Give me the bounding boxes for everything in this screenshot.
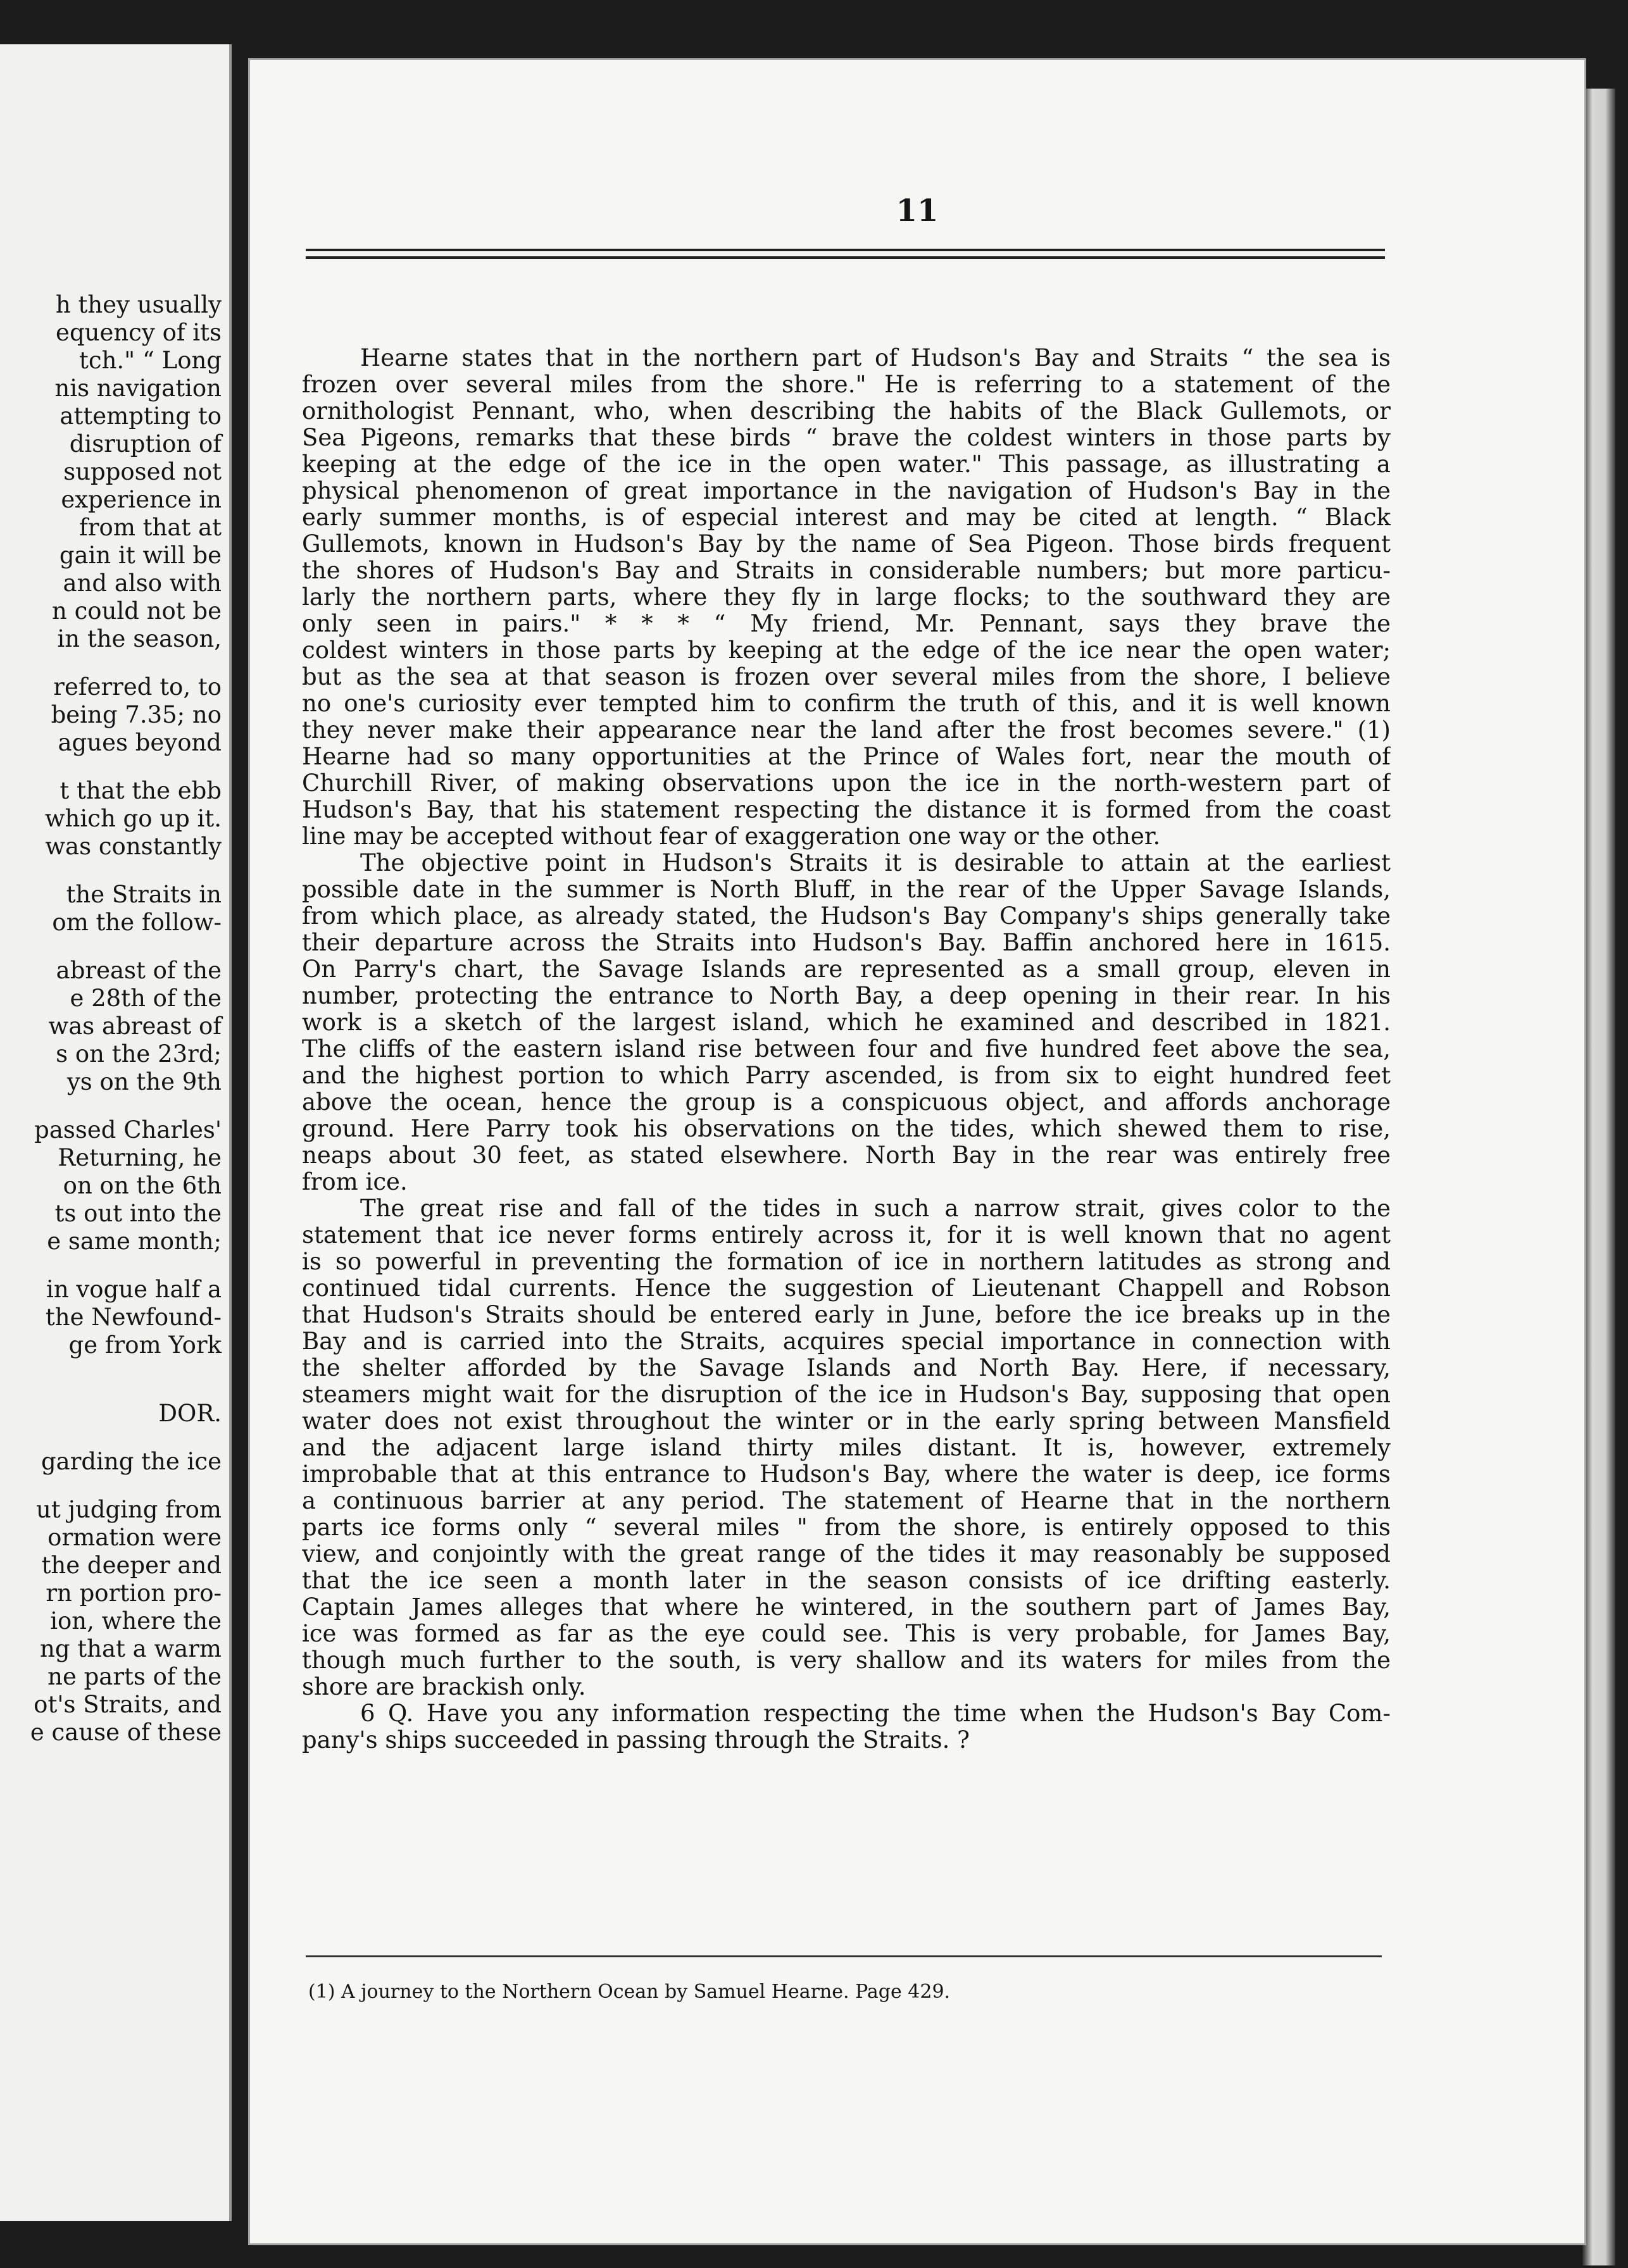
body-line: physical phenomenon of great importance in the navigation of Hudson's Bay in the (302, 478, 1391, 504)
left-page-line: disruption of (69, 430, 222, 458)
header-rule-bottom (306, 256, 1385, 259)
body-line: The objective point in Hudson's Straits it is desirable to attain at the earliest (360, 850, 1391, 876)
left-page-line: ng that a warm (40, 1635, 222, 1662)
body-line: above the ocean, hence the group is a conspicuous object, and affords anchorage (302, 1089, 1391, 1116)
left-page-line: from that at (79, 514, 222, 541)
left-page-line: garding the ice (41, 1448, 222, 1475)
left-page-line: ge from York (68, 1331, 222, 1359)
body-line: though much further to the south, is very shallow and its waters for miles from the (302, 1647, 1391, 1674)
left-page-text (0, 291, 232, 1747)
body-line: The cliffs of the eastern island rise between four and five hundred feet above the sea, (302, 1036, 1391, 1062)
left-page-line: ormation were (47, 1524, 222, 1551)
body-line: ground. Here Parry took his observations on the tides, which shewed them to rise, (302, 1116, 1391, 1142)
book-page-edge (1582, 89, 1615, 2265)
body-line: The great rise and fall of the tides in such a narrow strait, gives color to the (360, 1195, 1391, 1222)
body-line: Hudson's Bay, that his statement respecting the distance it is formed from the coast (302, 797, 1391, 823)
body-line: work is a sketch of the largest island, which he examined and described in 1821. (302, 1009, 1391, 1036)
body-line: number, protecting the entrance to North Bay, a deep opening in their rear. In his (302, 983, 1391, 1009)
left-page-gap (0, 1380, 232, 1400)
left-page-line: in the season, (57, 625, 222, 652)
body-line: On Parry's chart, the Savage Islands are represented as a small group, eleven in (302, 956, 1391, 983)
footnote: (1) A journey to the Northern Ocean by Samuel Hearne. Page 429. (308, 1981, 951, 2003)
body-line: ice was formed as far as the eye could see. This is very probable, for James Bay, (302, 1621, 1391, 1647)
left-page-line: ot's Straits, and (34, 1691, 222, 1718)
body-line: Hearne states that in the northern part of Hudson's Bay and Straits “ the sea is (360, 345, 1391, 371)
left-page-line: which go up it. (44, 805, 222, 832)
left-page-line: supposed not (63, 458, 222, 485)
left-page-line: passed Charles' (34, 1116, 222, 1143)
body-line: Sea Pigeons, remarks that these birds “ brave the coldest winters in those parts by (302, 425, 1391, 451)
left-page-line: in vogue half a (46, 1276, 222, 1303)
left-page-line: experience in (61, 486, 222, 513)
body-line: a continuous barrier at any period. The statement of Hearne that in the northern (302, 1488, 1391, 1514)
body-line: is so powerful in preventing the formation of ice in northern latitudes as strong and (302, 1249, 1391, 1275)
left-page-line: e same month; (47, 1228, 222, 1255)
body-line: but as the sea at that season is frozen over several miles from the shore, I believe (302, 664, 1391, 690)
body-line: Hearne had so many opportunities at the Prince of Wales fort, near the mouth of (302, 744, 1391, 770)
body-line: view, and conjointly with the great range of the tides it may reasonably be supposed (302, 1541, 1391, 1567)
body-line: ornithologist Pennant, who, when describing the habits of the Black Gullemots, or (302, 398, 1391, 425)
left-page-line: t that the ebb (59, 777, 222, 804)
left-page-line: the Straits in (66, 881, 222, 908)
left-page-gap (0, 757, 232, 777)
body-line: keeping at the edge of the ice in the open water." This passage, as illustrating a (302, 451, 1391, 478)
body-line: 6 Q. Have you any information respecting the time when the Hudson's Bay Com- (360, 1700, 1391, 1727)
left-page-line: on on the 6th (63, 1172, 222, 1199)
body-line: Churchill River, of making observations upon the ice in the north-western part of (302, 770, 1391, 797)
body-line: from which place, as already stated, the Hudson's Bay Company's ships generally take (302, 903, 1391, 930)
left-page-line: ut judging from (36, 1496, 222, 1523)
left-page-line: e 28th of the (70, 985, 222, 1012)
left-page-line: abreast of the (56, 957, 222, 984)
left-page-line: tch." “ Long (79, 347, 222, 374)
body-line: shore are brackish only. (302, 1674, 586, 1700)
left-page-gap (0, 1359, 232, 1380)
footnote-rule (306, 1955, 1382, 1957)
body-line: that Hudson's Straits should be entered early in June, before the ice breaks up in the (302, 1302, 1391, 1328)
body-line: continued tidal currents. Hence the suggestion of Lieutenant Chappell and Robson (302, 1275, 1391, 1302)
left-page-line: and also with (63, 570, 222, 597)
left-page-line: h they usually (55, 291, 222, 318)
left-page-line: the Newfound- (45, 1304, 222, 1331)
left-page-line: ion, where the (50, 1607, 222, 1635)
body-line: steamers might wait for the disruption of the ice in Hudson's Bay, supposing that open (302, 1381, 1391, 1408)
body-line: Bay and is carried into the Straits, acquires special importance in connection with (302, 1328, 1391, 1355)
body-line: Gullemots, known in Hudson's Bay by the name of Sea Pigeon. Those birds frequent (302, 531, 1391, 558)
body-line: they never make their appearance near the land after the frost becomes severe." (1) (302, 717, 1391, 744)
left-page-gap (0, 1096, 232, 1116)
left-page-line: om the follow- (52, 909, 222, 936)
left-page-line: the deeper and (41, 1552, 222, 1579)
body-line: their departure across the Straits into Hudson's Bay. Baffin anchored here in 1615. (302, 930, 1391, 956)
left-page-line: equency of its (56, 319, 222, 346)
header-rule-top (306, 249, 1385, 251)
left-page-gap (0, 1428, 232, 1448)
left-page-line: n could not be (51, 597, 222, 625)
left-page-line: DOR. (158, 1400, 222, 1427)
body-line: the shores of Hudson's Bay and Straits in considerable numbers; but more particu- (302, 558, 1391, 584)
page-number: 11 (896, 193, 939, 228)
body-line: improbable that at this entrance to Hudson's Bay, where the water is deep, ice forms (302, 1461, 1391, 1488)
left-page-fragment (0, 44, 232, 2221)
body-line: that the ice seen a month later in the season consists of ice drifting easterly. (302, 1567, 1391, 1594)
left-page-line: Returning, he (58, 1144, 222, 1171)
left-page-line: ne parts of the (47, 1663, 222, 1690)
body-line: water does not exist throughout the winter or in the early spring between Mansfield (302, 1408, 1391, 1435)
left-page-gap (0, 861, 232, 881)
main-page (248, 58, 1586, 2245)
left-page-line: attempting to (59, 402, 222, 430)
body-text (302, 345, 1391, 1754)
body-line: no one's curiosity ever tempted him to confirm the truth of this, and it is well known (302, 690, 1391, 717)
body-line: line may be accepted without fear of exaggeration one way or the other. (302, 823, 1161, 850)
body-line: parts ice forms only “ several miles " from the shore, is entirely opposed to this (302, 1514, 1391, 1541)
body-line: pany's ships succeeded in passing through the Straits. ? (302, 1727, 970, 1754)
left-page-line: rn portion pro- (46, 1580, 222, 1607)
left-page-line: being 7.35; no (51, 701, 222, 728)
left-page-line: e cause of these (30, 1719, 222, 1746)
body-line: and the adjacent large island thirty miles distant. It is, however, extremely (302, 1435, 1391, 1461)
left-page-line: was abreast of (48, 1012, 222, 1040)
body-line: frozen over several miles from the shore." He is referring to a statement of the (302, 371, 1391, 398)
body-line: early summer months, is of especial interest and may be cited at length. “ Black (302, 504, 1391, 531)
body-line: the shelter afforded by the Savage Islands and North Bay. Here, if necessary, (302, 1355, 1391, 1381)
left-page-gap (0, 937, 232, 957)
left-page-line: referred to, to (53, 673, 222, 701)
body-line: larly the northern parts, where they fly in large flocks; to the southward they are (302, 584, 1391, 611)
body-line: coldest winters in those parts by keeping at the edge of the ice near the open water; (302, 637, 1391, 664)
body-line: neaps about 30 feet, as stated elsewhere. North Bay in the rear was entirely free (302, 1142, 1391, 1169)
body-line: from ice. (302, 1169, 408, 1195)
left-page-line: was constantly (45, 833, 222, 860)
body-line: statement that ice never forms entirely across it, for it is well known that no agent (302, 1222, 1391, 1249)
body-line: only seen in pairs." * * * “ My friend, Mr. Pennant, says they brave the (302, 611, 1391, 637)
left-page-line: ts out into the (54, 1200, 222, 1227)
left-page-line: agues beyond (58, 729, 222, 756)
left-page-line: nis navigation (54, 375, 222, 402)
left-page-gap (0, 1476, 232, 1496)
body-line: possible date in the summer is North Bluff, in the rear of the Upper Savage Islands, (302, 876, 1391, 903)
left-page-gap (0, 653, 232, 673)
body-line: and the highest portion to which Parry ascended, is from six to eight hundred feet (302, 1062, 1391, 1089)
left-page-gap (0, 1256, 232, 1276)
body-line: Captain James alleges that where he wintered, in the southern part of James Bay, (302, 1594, 1391, 1621)
left-page-line: gain it will be (59, 542, 222, 569)
left-page-line: ys on the 9th (66, 1068, 222, 1095)
left-page-line: s on the 23rd; (56, 1040, 222, 1068)
